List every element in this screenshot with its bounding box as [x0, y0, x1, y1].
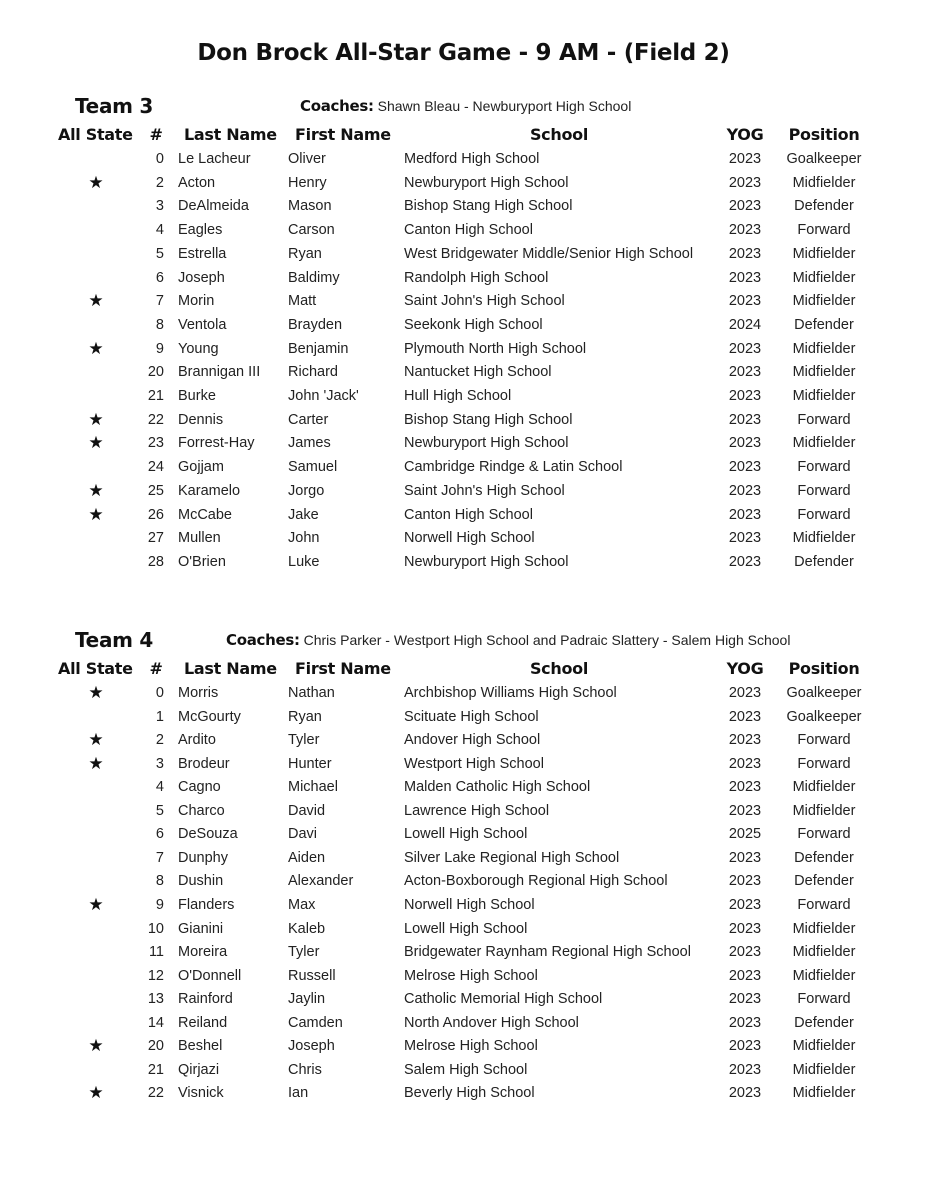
player-last-name: Dunphy [178, 849, 228, 866]
table-row [0, 1012, 927, 1034]
player-position: Midfielder [792, 388, 856, 404]
player-position: Goalkeeper [786, 151, 862, 167]
player-first-name: Ryan [288, 245, 322, 262]
player-number: 8 [155, 316, 164, 333]
player-yog: 2023 [728, 920, 762, 937]
coaches-line [300, 97, 631, 115]
player-position: Midfielder [792, 779, 856, 796]
player-number: 25 [147, 482, 164, 499]
player-first-name: Alexander [288, 873, 354, 890]
player-yog: 2023 [728, 364, 762, 381]
player-last-name: Charco [178, 802, 225, 819]
player-number: 3 [155, 755, 164, 772]
player-position: Forward [797, 897, 851, 913]
coaches-line [226, 631, 790, 649]
table-row [0, 894, 927, 916]
player-position: Defender [794, 849, 854, 866]
player-number: 7 [155, 849, 164, 866]
star-icon: ★ [88, 338, 104, 358]
player-number: 10 [147, 920, 164, 937]
player-first-name: Richard [288, 364, 338, 381]
player-last-name: Joseph [178, 269, 225, 286]
player-last-name: McCabe [178, 506, 232, 523]
player-yog: 2023 [728, 553, 762, 570]
player-number: 2 [155, 732, 164, 749]
star-icon: ★ [88, 730, 104, 750]
header-first-name: First Name [295, 125, 391, 144]
table-row [0, 988, 927, 1010]
team-name: Team 4 [75, 628, 153, 652]
coaches-names: Shawn Bleau - Newburyport High School [377, 98, 632, 114]
player-last-name: Mullen [178, 530, 221, 547]
header-all-state: All State [58, 125, 133, 144]
player-first-name: David [288, 802, 326, 819]
player-position: Defender [794, 873, 854, 890]
player-last-name: Cagno [178, 779, 221, 796]
player-yog: 2023 [728, 708, 762, 725]
player-yog: 2023 [728, 388, 762, 404]
header-number: # [149, 659, 163, 678]
player-position: Midfielder [792, 293, 856, 310]
player-position: Midfielder [792, 920, 856, 937]
player-last-name: Flanders [178, 897, 235, 913]
player-yog: 2024 [728, 316, 762, 333]
player-yog: 2023 [728, 506, 762, 523]
player-last-name: Morris [178, 685, 219, 701]
header-last-name: Last Name [184, 659, 277, 678]
table-row [0, 1059, 927, 1081]
table-row [0, 172, 927, 194]
table-row [0, 800, 927, 822]
coaches-label: Coaches: [226, 631, 300, 649]
player-last-name: Estrella [178, 245, 227, 262]
player-number: 0 [155, 151, 164, 167]
player-yog: 2023 [728, 245, 762, 262]
player-yog: 2023 [728, 944, 762, 961]
player-first-name: Russell [288, 967, 336, 984]
player-yog: 2023 [728, 1085, 762, 1102]
player-school: Newburyport High School [404, 553, 569, 570]
player-number: 2 [155, 174, 164, 191]
star-icon: ★ [88, 895, 104, 914]
player-first-name: John 'Jack' [288, 388, 359, 404]
player-position: Defender [794, 1014, 854, 1031]
table-row [0, 480, 927, 502]
player-last-name: Gianini [178, 920, 224, 937]
player-school: Saint John's High School [404, 482, 565, 499]
player-last-name: Forrest-Hay [178, 435, 255, 452]
player-school: Newburyport High School [404, 174, 569, 191]
player-last-name: Brodeur [178, 755, 230, 772]
player-first-name: Mason [288, 198, 332, 215]
player-school: Bishop Stang High School [404, 198, 573, 215]
table-row [0, 290, 927, 312]
player-position: Midfielder [792, 967, 856, 984]
player-last-name: DeAlmeida [178, 198, 249, 215]
player-number: 6 [155, 826, 164, 843]
player-first-name: Michael [288, 779, 338, 796]
player-school: Saint John's High School [404, 293, 565, 310]
table-row [0, 385, 927, 407]
header-position: Position [788, 659, 860, 678]
header-school: School [529, 125, 589, 144]
player-position: Forward [797, 506, 851, 523]
player-number: 0 [155, 685, 164, 701]
player-first-name: Luke [288, 553, 320, 570]
player-position: Forward [797, 826, 851, 843]
player-school: Bridgewater Raynham Regional High School [404, 944, 691, 961]
player-first-name: John [288, 530, 320, 547]
player-position: Midfielder [792, 944, 856, 961]
player-yog: 2023 [728, 1038, 762, 1055]
star-icon: ★ [88, 504, 104, 524]
player-first-name: James [288, 435, 331, 452]
player-last-name: Dushin [178, 873, 224, 890]
player-school: Norwell High School [404, 530, 535, 547]
player-school: Bishop Stang High School [404, 411, 573, 428]
player-position: Midfielder [792, 364, 856, 381]
player-number: 1 [155, 708, 164, 725]
player-first-name: Max [288, 897, 316, 913]
table-row [0, 753, 927, 775]
player-last-name: O'Brien [178, 553, 226, 570]
player-number: 21 [147, 388, 164, 404]
player-number: 26 [147, 506, 164, 523]
player-yog: 2023 [728, 435, 762, 452]
player-last-name: Morin [178, 293, 215, 310]
header-last-name: Last Name [184, 125, 277, 144]
table-row [0, 729, 927, 751]
table-row [0, 504, 927, 526]
table-row [0, 243, 927, 265]
player-number: 23 [147, 435, 164, 452]
header-yog: YOG [726, 125, 764, 144]
player-school: Lawrence High School [404, 802, 550, 819]
player-position: Forward [797, 755, 851, 772]
player-yog: 2025 [728, 826, 762, 843]
player-position: Forward [797, 411, 851, 428]
player-first-name: Jorgo [288, 482, 325, 499]
player-last-name: Burke [178, 388, 216, 404]
player-school: Malden Catholic High School [404, 779, 591, 796]
player-yog: 2023 [728, 198, 762, 215]
player-yog: 2023 [728, 293, 762, 310]
player-first-name: Brayden [288, 316, 343, 333]
player-first-name: Kaleb [288, 920, 326, 937]
star-icon: ★ [88, 1083, 104, 1103]
player-first-name: Aiden [288, 849, 326, 866]
player-number: 20 [147, 1038, 164, 1055]
table-row [0, 267, 927, 289]
player-position: Goalkeeper [786, 685, 862, 701]
table-row [0, 965, 927, 987]
table-row [0, 219, 927, 241]
player-yog: 2023 [728, 411, 762, 428]
player-position: Defender [794, 198, 854, 215]
player-last-name: DeSouza [178, 826, 238, 843]
table-row [0, 1035, 927, 1057]
player-first-name: Jaylin [288, 991, 326, 1008]
table-row [0, 941, 927, 963]
player-first-name: Jake [288, 506, 319, 523]
player-last-name: Beshel [178, 1038, 223, 1055]
player-last-name: Qirjazi [178, 1061, 220, 1078]
player-number: 22 [147, 411, 164, 428]
player-school: Silver Lake Regional High School [404, 849, 620, 866]
team-name: Team 3 [75, 94, 153, 118]
player-number: 4 [155, 222, 164, 239]
player-yog: 2023 [728, 482, 762, 499]
player-position: Forward [797, 459, 851, 476]
player-first-name: Matt [288, 293, 317, 310]
player-last-name: Moreira [178, 944, 228, 961]
player-yog: 2023 [728, 459, 762, 476]
player-first-name: Joseph [288, 1038, 335, 1055]
player-last-name: Brannigan III [178, 364, 261, 381]
star-icon: ★ [88, 1036, 104, 1056]
player-yog: 2023 [728, 849, 762, 866]
player-school: Archbishop Williams High School [404, 685, 617, 701]
player-first-name: Carson [288, 222, 335, 239]
player-number: 24 [147, 459, 164, 476]
table-row [0, 918, 927, 940]
player-school: Lowell High School [404, 920, 528, 937]
player-number: 13 [147, 991, 164, 1008]
player-yog: 2023 [728, 779, 762, 796]
player-number: 11 [148, 944, 164, 961]
player-school: Cambridge Rindge & Latin School [404, 459, 623, 476]
table-row [0, 148, 927, 170]
player-school: Medford High School [404, 151, 540, 167]
table-row [0, 682, 927, 704]
table-row [0, 338, 927, 360]
table-row [0, 456, 927, 478]
table-row [0, 823, 927, 845]
player-school: Lowell High School [404, 826, 528, 843]
player-yog: 2023 [728, 269, 762, 286]
player-last-name: Ventola [178, 316, 227, 333]
player-yog: 2023 [728, 1014, 762, 1031]
header-yog: YOG [726, 659, 764, 678]
star-icon: ★ [88, 683, 104, 702]
player-first-name: Henry [288, 174, 327, 191]
player-number: 5 [155, 245, 164, 262]
player-yog: 2023 [728, 174, 762, 191]
player-position: Midfielder [792, 435, 856, 452]
player-last-name: Ardito [178, 732, 216, 749]
table-row [0, 870, 927, 892]
player-position: Midfielder [792, 1038, 856, 1055]
player-yog: 2023 [728, 685, 762, 701]
player-last-name: Karamelo [178, 482, 241, 499]
player-number: 8 [155, 873, 164, 890]
star-icon: ★ [88, 480, 104, 500]
header-first-name: First Name [295, 659, 391, 678]
player-yog: 2023 [728, 530, 762, 547]
player-school: Scituate High School [404, 708, 539, 725]
player-number: 6 [155, 269, 164, 286]
coaches-label: Coaches: [300, 97, 374, 115]
table-row [0, 551, 927, 573]
table-row [0, 776, 927, 798]
player-last-name: Eagles [178, 222, 223, 239]
player-first-name: Camden [288, 1014, 343, 1031]
player-school: Melrose High School [404, 1038, 538, 1055]
player-position: Forward [797, 732, 851, 749]
player-number: 21 [147, 1061, 164, 1078]
player-first-name: Ian [288, 1085, 309, 1102]
player-last-name: Acton [178, 174, 216, 191]
header-all-state: All State [58, 659, 133, 678]
player-school: West Bridgewater Middle/Senior High School [404, 245, 694, 262]
player-first-name: Nathan [288, 685, 335, 701]
star-icon: ★ [88, 409, 104, 429]
player-number: 14 [147, 1014, 164, 1031]
coaches-names: Chris Parker - Westport High School and Padraic Slattery - Salem High School [303, 632, 791, 648]
table-row [0, 527, 927, 549]
player-position: Midfielder [792, 802, 856, 819]
player-yog: 2023 [728, 732, 762, 749]
player-last-name: Visnick [178, 1085, 224, 1102]
player-school: Andover High School [404, 732, 541, 749]
table-row [0, 314, 927, 336]
player-school: Randolph High School [404, 269, 549, 286]
player-yog: 2023 [728, 755, 762, 772]
player-position: Midfielder [792, 340, 856, 357]
header-school: School [529, 659, 589, 678]
table-row [0, 409, 927, 431]
player-number: 20 [147, 364, 164, 381]
player-position: Forward [797, 991, 851, 1008]
star-icon: ★ [88, 291, 104, 311]
star-icon: ★ [88, 172, 104, 192]
player-first-name: Chris [288, 1061, 322, 1078]
table-row [0, 195, 927, 217]
player-first-name: Benjamin [288, 340, 349, 357]
player-first-name: Hunter [288, 755, 332, 772]
star-icon: ★ [88, 433, 104, 453]
player-school: Catholic Memorial High School [404, 991, 603, 1008]
player-position: Midfielder [792, 1085, 856, 1102]
player-yog: 2023 [728, 340, 762, 357]
star-icon: ★ [88, 753, 104, 773]
player-number: 4 [155, 779, 164, 796]
player-position: Midfielder [792, 174, 856, 191]
player-first-name: Davi [288, 826, 318, 843]
player-first-name: Tyler [288, 944, 320, 961]
player-school: Acton-Boxborough Regional High School [404, 873, 668, 890]
player-number: 5 [155, 802, 164, 819]
player-position: Forward [797, 222, 851, 239]
player-number: 9 [155, 897, 164, 913]
player-position: Midfielder [792, 1061, 856, 1078]
player-number: 27 [147, 530, 164, 547]
player-position: Midfielder [792, 245, 856, 262]
player-last-name: Le Lacheur [178, 151, 251, 167]
table-row [0, 847, 927, 869]
table-row [0, 361, 927, 383]
player-position: Midfielder [792, 530, 856, 547]
table-row [0, 1082, 927, 1104]
player-school: Canton High School [404, 222, 533, 239]
table-row [0, 432, 927, 454]
player-last-name: Reiland [178, 1014, 228, 1031]
player-last-name: Young [178, 340, 219, 357]
player-school: North Andover High School [404, 1014, 579, 1031]
player-school: Plymouth North High School [404, 340, 587, 357]
player-school: Salem High School [404, 1061, 528, 1078]
player-school: Seekonk High School [404, 316, 543, 333]
player-yog: 2023 [728, 1061, 762, 1078]
player-school: Hull High School [404, 388, 512, 404]
player-position: Midfielder [792, 269, 856, 286]
player-last-name: Rainford [178, 991, 233, 1008]
player-position: Defender [794, 553, 854, 570]
player-number: 7 [155, 293, 164, 310]
player-school: Beverly High School [404, 1085, 535, 1102]
player-number: 22 [147, 1085, 164, 1102]
player-number: 12 [147, 967, 164, 984]
player-last-name: Gojjam [178, 459, 224, 476]
player-last-name: McGourty [178, 708, 241, 725]
player-yog: 2023 [728, 222, 762, 239]
player-last-name: Dennis [178, 411, 224, 428]
table-row [0, 706, 927, 728]
page-title: Don Brock All-Star Game - 9 AM - (Field 2) [197, 40, 730, 66]
player-position: Defender [794, 316, 854, 333]
player-school: Norwell High School [404, 897, 535, 913]
player-position: Forward [797, 482, 851, 499]
header-position: Position [788, 125, 860, 144]
player-number: 3 [155, 198, 164, 215]
header-number: # [149, 125, 163, 144]
player-number: 9 [155, 340, 164, 357]
player-yog: 2023 [728, 802, 762, 819]
player-number: 28 [147, 553, 164, 570]
player-school: Nantucket High School [404, 364, 552, 381]
player-yog: 2023 [728, 967, 762, 984]
player-school: Newburyport High School [404, 435, 569, 452]
player-first-name: Baldimy [288, 269, 340, 286]
player-school: Canton High School [404, 506, 533, 523]
player-first-name: Samuel [288, 459, 338, 476]
player-school: Melrose High School [404, 967, 538, 984]
player-yog: 2023 [728, 897, 762, 913]
player-first-name: Tyler [288, 732, 320, 749]
player-first-name: Oliver [288, 151, 326, 167]
player-school: Westport High School [404, 755, 544, 772]
player-first-name: Carter [288, 411, 329, 428]
player-yog: 2023 [728, 873, 762, 890]
player-first-name: Ryan [288, 708, 322, 725]
player-yog: 2023 [728, 991, 762, 1008]
player-position: Goalkeeper [786, 708, 862, 725]
player-yog: 2023 [728, 151, 762, 167]
player-last-name: O'Donnell [178, 967, 242, 984]
